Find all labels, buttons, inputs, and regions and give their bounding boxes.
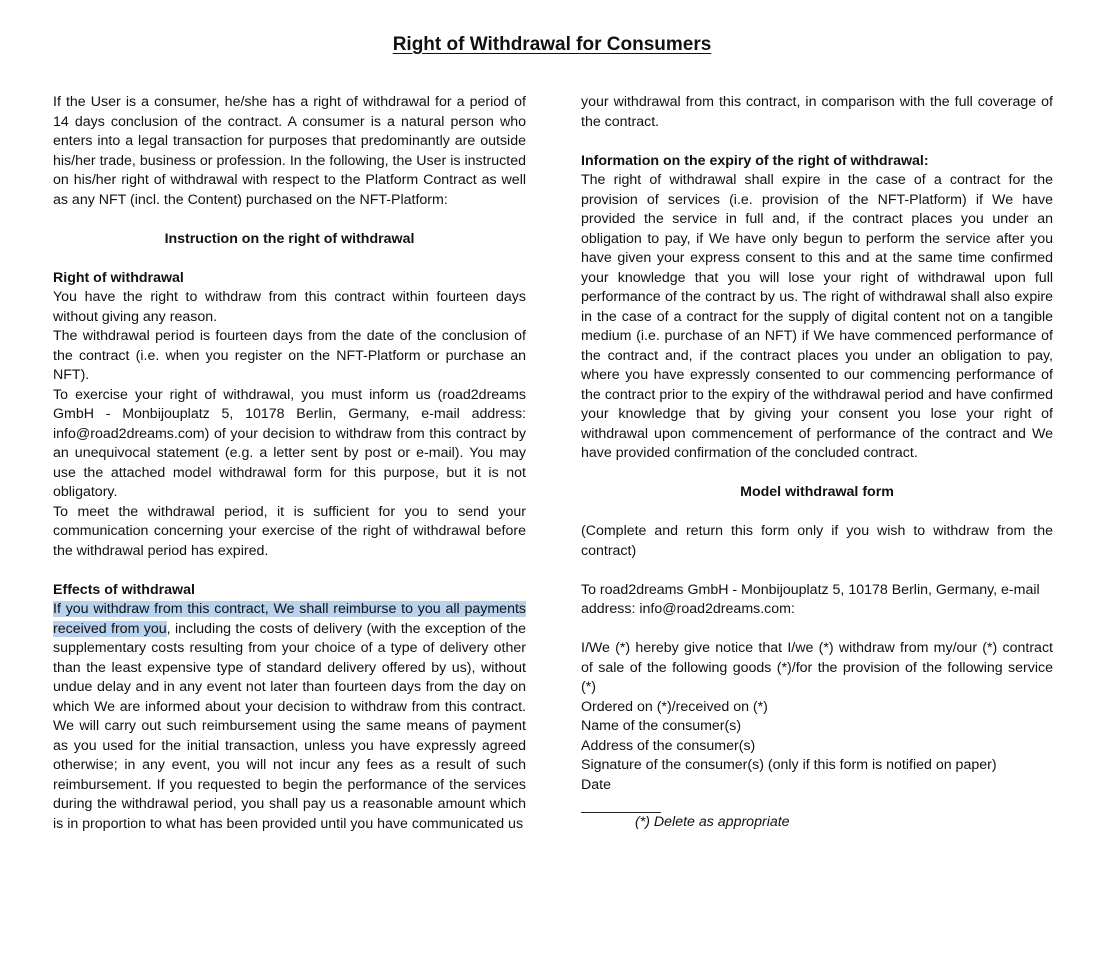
right-column: [581, 93, 1053, 833]
form-line-signature: Signature of the consumer(s) (only if this form is notified on paper): [581, 757, 997, 773]
continuation-paragraph: your withdrawal from this contract, in comparison with the full coverage of the contract.: [581, 94, 1053, 130]
form-notice: I/We (*) hereby give notice that I/we (*) withdraw from my/our (*) contract of sale of the following goods (*)/for the provision of the following service (*): [581, 640, 1053, 695]
right-paragraph-2: The withdrawal period is fourteen days from the date of the conclusion of the contract (i.e. when you register on the NFT-Platform or purchase an NFT).: [53, 328, 526, 383]
form-line-address: Address of the consumer(s): [581, 737, 756, 754]
model-form-heading: Model withdrawal form: [740, 484, 894, 500]
instruction-heading: Instruction on the right of withdrawal: [164, 230, 415, 247]
highlighted-text[interactable]: If you withdraw from this contract, We shall reimburse to you all payments received from you: [53, 601, 526, 637]
right-of-withdrawal-heading: Right of withdrawal: [53, 269, 184, 286]
document-title: Right of Withdrawal for Consumers: [392, 34, 712, 55]
intro-paragraph: If the User is a consumer, he/she has a right of withdrawal for a period of 14 days conclusion of the contract. A consumer is a natural person who enters into a legal transaction for purposes that predominantly are outside his/her trade, business or profession. In the following, the User is instructed on his/her right of withdrawal with respect to the Platform Contract as well as any NFT (incl. the Content) purchased on the NFT-Platform:: [53, 94, 526, 208]
form-recipient: To road2dreams GmbH - Monbijouplatz 5, 10178 Berlin, Germany, e-mail address: info@road2dreams.com:: [581, 581, 1040, 617]
footnote: (*) Delete as appropriate: [635, 814, 790, 830]
form-line-ordered: Ordered on (*)/received on (*): [581, 698, 768, 715]
left-column: [53, 93, 526, 834]
form-line-date: Date: [581, 776, 611, 793]
expiry-heading: Information on the expiry of the right of withdrawal:: [581, 152, 929, 169]
form-line-name: Name of the consumer(s): [581, 718, 742, 734]
effects-heading: Effects of withdrawal: [53, 581, 195, 598]
form-intro: (Complete and return this form only if you wish to withdraw from the contract): [581, 523, 1053, 559]
right-paragraph-3: To exercise your right of withdrawal, you must inform us (road2dreams GmbH - Monbijouplatz 5, 10178 Berlin, Germany, e-mail address: info@road2dreams.com) of your decision to withdraw from this contract by an unequivocal statement (e.g. a letter sent by post or e-mail). You may use the attached model withdrawal form for this purpose, but it is not obligatory.: [53, 386, 526, 500]
right-paragraph-1: You have the right to withdraw from this contract within fourteen days without giving any reason.: [53, 289, 526, 325]
effects-text: , including the costs of delivery (with the exception of the supplementary costs resulting from your choice of a type of delivery other than the least expensive type of standard delivery offered by us), without undue delay and in any event not later than fourteen days from the day on which We are informed about your decision to withdraw from this contract. We will carry out such reimbursement using the same means of payment as you used for the initial transaction, unless you have expressly agreed otherwise; in any event, you will not incur any fees as a result of such reimbursement. If you requested to begin the performance of the services during the withdrawal period, you shall pay us a reasonable amount which is in proportion to what has been provided until you have communicated us: [53, 620, 526, 832]
right-paragraph-4: To meet the withdrawal period, it is sufficient for you to send your communication concerning your exercise of the right of withdrawal before the withdrawal period has expired.: [53, 503, 526, 559]
effects-paragraph: [53, 600, 526, 834]
expiry-paragraph: The right of withdrawal shall expire in the case of a contract for the provision of services (i.e. provision of the NFT-Platform) if We have provided the service in full and, if the contract places you under an obligation to pay, if We have only begun to perform the service after you have given your express consent to this and at the same time confirmed your knowledge that you will lose your right of withdrawal upon full performance of the contract by us. The right of withdrawal shall also expire in the case of a contract for the supply of digital content not on a tangible medium (i.e. purchase of an NFT) if We have commenced performance of the contract and, if the contract places you under an obligation to pay, where you have expressly consented to our commencing performance of the contract prior to the expiry of the withdrawal period and have confirmed your knowledge that by giving your consent you lose your right of withdrawal upon commencement of performance of the contract and We have provided confirmation of the concluded contract.: [581, 172, 1053, 461]
